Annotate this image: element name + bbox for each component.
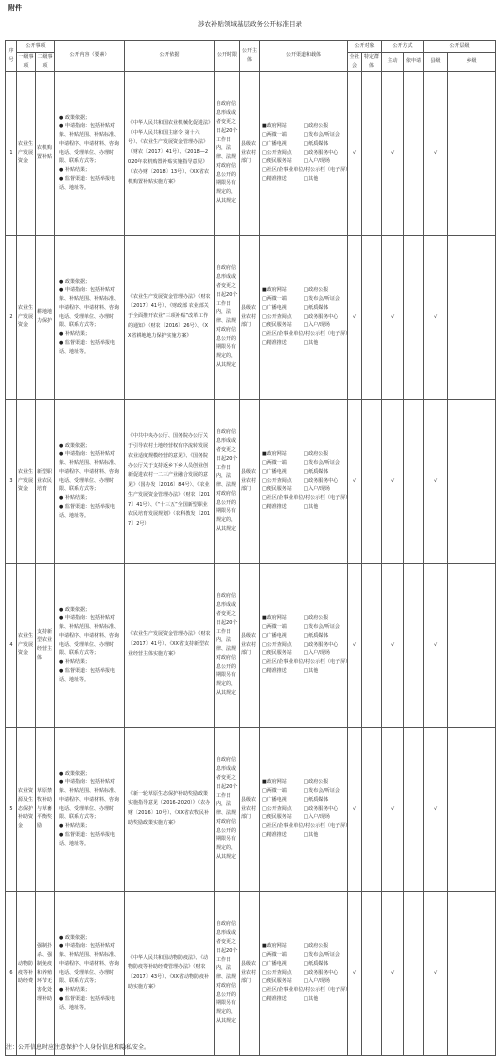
row-no: 1 [6, 71, 17, 235]
channel-option: ■政府网站 [262, 779, 287, 786]
channel-option: □公开查阅点 [262, 805, 292, 812]
channel-option: □入户/现场 [303, 158, 330, 165]
row-target-specific [362, 71, 382, 235]
channel-option: □两微一端 [262, 952, 287, 959]
channel-option: □两微一端 [262, 624, 287, 631]
channel-line [262, 149, 345, 158]
content-line: ● 监督渠道：包括举报电话、地址等。 [59, 340, 115, 355]
channel-option: □发布会/听证会 [303, 624, 340, 631]
content-line: ● 补贴结果； [59, 987, 90, 994]
channel-line [262, 822, 351, 831]
row-method-active: √ [382, 399, 404, 563]
row-level2: 耕地地力保护 [36, 235, 55, 399]
row-channels [260, 399, 351, 563]
channel-line [262, 494, 351, 503]
channel-option: □广播电视 [262, 960, 287, 967]
row-level2: 草原禁牧补助与草畜平衡奖励 [36, 727, 55, 891]
row-subject: 县级农业农村部门 [240, 235, 260, 399]
channel-option: □社区/企事业单位/村公示栏（电子屏） [262, 987, 351, 994]
row-basis: 《农业生产发展资金管理办法》（财农〔2017〕41号）、《XX省支持新型农业经营主体实施方案》 [125, 563, 215, 727]
channel-line [262, 131, 345, 140]
row-target-specific [362, 563, 382, 727]
row-channels [260, 71, 351, 235]
row-no: 4 [6, 563, 17, 727]
content-line: ● 政策依据； [59, 934, 90, 941]
row-target-all: √ [348, 399, 362, 563]
channel-option: □政府公报 [303, 943, 329, 950]
channel-option: □两微一端 [262, 788, 287, 795]
row-channels [260, 727, 351, 891]
channel-option: □公开查阅点 [262, 641, 292, 648]
header-method-request: 依申请 [404, 53, 424, 72]
channel-option: □政府公报 [303, 615, 329, 622]
row-no: 5 [6, 727, 17, 891]
channel-option: □社区/企事业单位/村公示栏（电子屏） [262, 823, 351, 830]
disclosure-catalog-table [5, 40, 496, 1056]
content-line: ● 监督渠道：包括举报电话、地址等。 [59, 668, 115, 683]
content-line: ● 补贴结果； [59, 659, 90, 666]
content-line: ● 政策依据； [59, 442, 90, 449]
content-line: ● 补贴结果； [59, 167, 90, 174]
header-level-county: 县级 [424, 53, 448, 72]
row-no: 2 [6, 235, 17, 399]
channel-line [262, 330, 351, 339]
content-line: ● 申请指南：包括补贴对象、补贴范围、补贴标准、申请程序、申请材料、咨询电话、受理单位、办理时限、联系方式等； [59, 943, 120, 985]
header-no: 序号 [6, 41, 17, 72]
row-method-request [404, 563, 424, 727]
header-level-town: 乡级 [448, 53, 496, 72]
channel-option: ■政府网站 [262, 123, 287, 130]
channel-option: □便民服务站 [262, 814, 292, 821]
channel-line [262, 977, 345, 986]
content-line: ● 申请指南：包括补贴对象、补贴范围、补贴标准、申请程序、申请材料、咨询电话、受理单位、办理时限、联系方式等； [59, 615, 120, 657]
row-basis: 《农业生产发展资金管理办法》（财农〔2017〕41号）、《财政部 农业部关于全面推开农业“三项补贴”改革工作的通知》（财农〔2016〕26号）、《XX省耕地地力保护实施方案》 [125, 235, 215, 399]
channel-option: □精准推送 [262, 176, 287, 183]
table-row [6, 399, 496, 563]
channel-line [262, 649, 345, 658]
channel-option: □广播电视 [262, 632, 287, 639]
row-time-limit: 自政府信息形成或者变更之日起20个工作日内，法律、法规对政府信息公开的期限另有规定的，从其规定 [215, 563, 240, 727]
row-content [55, 563, 125, 727]
row-level-town [448, 235, 496, 399]
row-level2: 农机购置补贴 [36, 71, 55, 235]
header-target-specific: 特定群体 [362, 53, 382, 72]
row-method-request [404, 727, 424, 891]
channel-option: □便民服务站 [262, 486, 292, 493]
row-target-all: √ [348, 235, 362, 399]
document-title: 涉农补贴领域基层政务公开标准目录 [198, 20, 302, 28]
channel-option: □便民服务站 [262, 322, 292, 329]
channel-option: □发布会/听证会 [303, 132, 340, 139]
row-level1: 农业生产发展资金 [17, 71, 36, 235]
channel-option: □社区/企事业单位/村公示栏（电子屏） [262, 331, 351, 338]
row-time-limit: 自政府信息形成或者变更之日起20个工作日内，法律、法规对政府信息公开的期限另有规定的，从其规定 [215, 727, 240, 891]
row-level1: 农业生产发展资金 [17, 563, 36, 727]
row-time-limit: 自政府信息形成或者变更之日起20个工作日内，法律、法规对政府信息公开的期限另有规定的，从其规定 [215, 399, 240, 563]
channel-line [262, 321, 345, 330]
channel-option: ■政府网站 [262, 287, 287, 294]
channel-option: □其他 [303, 504, 319, 511]
header-content: 公开内容（要素） [55, 41, 125, 72]
content-line: ● 申请指南：包括补贴对象、补贴范围、补贴标准、申请程序、申请材料、咨询电话、受理单位、办理时限、联系方式等； [59, 123, 120, 165]
channel-option: □纸质媒体 [303, 796, 329, 803]
content-line: ● 政策依据； [59, 606, 90, 613]
channel-line [262, 986, 351, 995]
row-level2: 支持新型农业经营主体 [36, 563, 55, 727]
channel-line [262, 175, 345, 184]
channel-line [262, 459, 345, 468]
channel-option: □入户/现场 [303, 978, 330, 985]
row-level-town [448, 727, 496, 891]
row-content [55, 71, 125, 235]
content-line: ● 政策依据； [59, 278, 90, 285]
channel-option: □政府公报 [303, 779, 329, 786]
header-subject: 公开主体 [240, 41, 260, 72]
row-channels [260, 891, 351, 1055]
row-no: 6 [6, 891, 17, 1055]
channel-line [262, 632, 345, 641]
channel-option: □发布会/听证会 [303, 296, 340, 303]
header-method-active: 主动 [382, 53, 404, 72]
row-level1: 农业生产发展资金 [17, 235, 36, 399]
channel-option: □便民服务站 [262, 978, 292, 985]
channel-option: □精准推送 [262, 668, 287, 675]
content-line: ● 政策依据； [59, 114, 90, 121]
channel-option: ■政府网站 [262, 943, 287, 950]
channel-option: □公开查阅点 [262, 477, 292, 484]
content-line: ● 申请指南：包括补贴对象、补贴范围、补贴标准、申请程序、申请材料、咨询电话、受理单位、办理时限、联系方式等； [59, 451, 120, 493]
table-row [6, 563, 496, 727]
footnote: 注：公开信息时应注意保护个人身份信息和隐私安全。 [6, 1044, 151, 1051]
channel-option: □精准推送 [262, 996, 287, 1003]
row-level-county: √ [424, 891, 448, 1055]
row-basis: 《中共中央办公厅、国务院办公厅关于引导农村土地经营权有序流转发展农业适度规模经营的意见》、《国务院办公厅关于支持返乡下乡人员创业创新促进农村一二三产业融合发展的意见》（国办发〔2016〕84号）、《农业生产发展资金管理办法》（财农〔2017〕41号）、《“十三五”全国新型职业农民培育发展规划》（农科教发〔2017〕2号） [125, 399, 215, 563]
row-method-active: √ [382, 71, 404, 235]
content-line: ● 补贴结果； [59, 331, 90, 338]
channel-option: □两微一端 [262, 132, 287, 139]
channel-option: □公开查阅点 [262, 969, 292, 976]
content-line: ● 监督渠道：包括举报电话、地址等。 [59, 176, 115, 191]
channel-option: □纸质媒体 [303, 468, 329, 475]
row-target-specific [362, 399, 382, 563]
channel-line [262, 503, 345, 512]
row-basis: 《中华人民共和国动物防疫法》、《动物防疫等补助经费管理办法》（财农〔2017〕43号）、《XX省动物防疫补助实施方案》 [125, 891, 215, 1055]
channel-option: □入户/现场 [303, 322, 330, 329]
row-target-all: √ [348, 891, 362, 1055]
channel-line [262, 641, 345, 650]
row-subject: 县级农业农村部门 [240, 891, 260, 1055]
channel-option: □两微一端 [262, 460, 287, 467]
channel-option: □政府公报 [303, 287, 329, 294]
row-method-active: √ [382, 891, 404, 1055]
header-time-limit: 公开时限 [215, 41, 240, 72]
attachment-label: 附件 [8, 4, 22, 12]
channel-line [262, 450, 345, 459]
channel-option: □公开查阅点 [262, 149, 292, 156]
channel-option: □政府公报 [303, 451, 329, 458]
content-line: ● 申请指南：包括补贴对象、补贴范围、补贴标准、申请程序、申请材料、咨询电话、受理单位、办理时限、联系方式等； [59, 287, 120, 329]
channel-line [262, 667, 345, 676]
channel-option: ■政府网站 [262, 615, 287, 622]
channel-option: □发布会/听证会 [303, 788, 340, 795]
header-level: 公开层级 [424, 41, 496, 53]
row-level-county: √ [424, 563, 448, 727]
channel-line [262, 787, 345, 796]
row-target-specific [362, 727, 382, 891]
header-target: 公开对象 [348, 41, 382, 53]
content-line: ● 补贴结果； [59, 823, 90, 830]
channel-option: □便民服务站 [262, 158, 292, 165]
channel-line [262, 969, 345, 978]
channel-option: □纸质媒体 [303, 632, 329, 639]
row-level-town [448, 399, 496, 563]
row-time-limit: 自政府信息形成或者变更之日起20个工作日内，法律、法规对政府信息公开的期限另有规定的，从其规定 [215, 891, 240, 1055]
channel-line [262, 813, 345, 822]
row-content [55, 399, 125, 563]
channel-option: □入户/现场 [303, 486, 330, 493]
table-row [6, 727, 496, 891]
channel-option: □其他 [303, 832, 319, 839]
channel-option: □政府公报 [303, 123, 329, 130]
channel-option: □发布会/听证会 [303, 952, 340, 959]
channel-option: □社区/企事业单位/村公示栏（电子屏） [262, 495, 351, 502]
row-no: 3 [6, 399, 17, 563]
row-target-specific [362, 235, 382, 399]
row-subject: 县级农业农村部门 [240, 727, 260, 891]
row-level1: 农业生产发展资金 [17, 399, 36, 563]
row-time-limit: 自政府信息形成或者变更之日起20个工作日内，法律、法规对政府信息公开的期限另有规定的，从其规定 [215, 235, 240, 399]
header-level2: 二级事项 [36, 53, 55, 72]
row-channels [260, 235, 351, 399]
row-content [55, 727, 125, 891]
row-level2: 强制扑杀、强制免疫和养殖环节无害化处理补助 [36, 891, 55, 1055]
table-row [6, 891, 496, 1055]
channel-option: □两微一端 [262, 296, 287, 303]
row-level-county: √ [424, 399, 448, 563]
row-target-specific [362, 891, 382, 1055]
channel-option: □政务服务中心 [303, 969, 339, 976]
row-level-town [448, 563, 496, 727]
channel-line [262, 485, 345, 494]
table-row [6, 235, 496, 399]
channel-option: ■政府网站 [262, 451, 287, 458]
row-target-all: √ [348, 563, 362, 727]
channel-option: □纸质媒体 [303, 304, 329, 311]
row-level-county: √ [424, 235, 448, 399]
channel-line [262, 623, 345, 632]
channel-option: □精准推送 [262, 340, 287, 347]
channel-line [262, 951, 345, 960]
row-method-active: √ [382, 563, 404, 727]
channel-line [262, 831, 345, 840]
row-level1: 动物防疫等补助经费 [17, 891, 36, 1055]
channel-line [262, 995, 345, 1004]
header-channels: 公开渠道和载体 [260, 41, 348, 72]
channel-option: □广播电视 [262, 468, 287, 475]
channel-option: □入户/现场 [303, 650, 330, 657]
channel-line [262, 313, 345, 322]
channel-option: □公开查阅点 [262, 313, 292, 320]
channel-option: □发布会/听证会 [303, 460, 340, 467]
row-content [55, 235, 125, 399]
channel-line [262, 658, 351, 667]
row-subject: 县级农业农村部门 [240, 71, 260, 235]
row-method-request [404, 891, 424, 1055]
content-line: ● 监督渠道：包括举报电话、地址等。 [59, 832, 115, 847]
channel-option: □社区/企事业单位/村公示栏（电子屏） [262, 167, 351, 174]
row-channels [260, 563, 351, 727]
row-method-active: √ [382, 727, 404, 891]
row-target-all: √ [348, 71, 362, 235]
channel-line [262, 140, 345, 149]
channel-option: □其他 [303, 340, 319, 347]
content-line: ● 申请指南：包括补贴对象、补贴范围、补贴标准、申请程序、申请材料、咨询电话、受理单位、办理时限、联系方式等； [59, 779, 120, 821]
channel-option: □广播电视 [262, 140, 287, 147]
channel-line [262, 166, 351, 175]
channel-line [262, 468, 345, 477]
row-level-county: √ [424, 727, 448, 891]
channel-option: □便民服务站 [262, 650, 292, 657]
table-row [6, 71, 496, 235]
row-level1: 农业资源及生态保护补助资金 [17, 727, 36, 891]
channel-option: □政务服务中心 [303, 641, 339, 648]
row-level-county: √ [424, 71, 448, 235]
header-matter: 公开事项 [17, 41, 55, 53]
row-level-town [448, 891, 496, 1055]
channel-line [262, 122, 345, 131]
channel-line [262, 960, 345, 969]
header-level1: 一级事项 [17, 53, 36, 72]
channel-option: □政务服务中心 [303, 477, 339, 484]
content-line: ● 监督渠道：包括举报电话、地址等。 [59, 996, 115, 1011]
channel-option: □社区/企事业单位/村公示栏（电子屏） [262, 659, 351, 666]
row-basis: 《新一轮草原生态保护补助奖励政策实施指导意见（2016-2020）》（农办财〔2016〕10号）、《XX省农牧民补助奖励政策实施方案》 [125, 727, 215, 891]
channel-option: □纸质媒体 [303, 960, 329, 967]
row-method-request [404, 71, 424, 235]
row-level-town [448, 71, 496, 235]
channel-option: □入户/现场 [303, 814, 330, 821]
channel-option: □广播电视 [262, 304, 287, 311]
channel-line [262, 942, 345, 951]
channel-line [262, 286, 345, 295]
row-level2: 新型职业农民培育 [36, 399, 55, 563]
channel-option: □其他 [303, 176, 319, 183]
channel-option: □纸质媒体 [303, 140, 329, 147]
channel-line [262, 614, 345, 623]
row-method-active: √ [382, 235, 404, 399]
content-line: ● 监督渠道：包括举报电话、地址等。 [59, 504, 115, 519]
header-target-all: 全社会 [348, 53, 362, 72]
row-method-request [404, 235, 424, 399]
row-basis: 《中华人民共和国农业机械化促进法》（中华人民共和国主席令 第十六号）、《农业生产发展资金管理办法》（财农〔2017〕41号）、《2018—2020年农机购置补贴实施指导意见》（农办财〔2018〕13号）、《XX省农机购置补贴实施方案》 [125, 71, 215, 235]
channel-line [262, 796, 345, 805]
row-content [55, 891, 125, 1055]
channel-option: □政务服务中心 [303, 313, 339, 320]
channel-option: □精准推送 [262, 504, 287, 511]
channel-line [262, 805, 345, 814]
channel-option: □其他 [303, 668, 319, 675]
header-method: 公开方式 [382, 41, 424, 53]
row-target-all: √ [348, 727, 362, 891]
channel-option: □政务服务中心 [303, 149, 339, 156]
channel-line [262, 304, 345, 313]
channel-line [262, 295, 345, 304]
row-time-limit: 自政府信息形成或者变更之日起20个工作日内，法律、法规对政府信息公开的期限另有规定的，从其规定 [215, 71, 240, 235]
row-subject: 县级农业农村部门 [240, 399, 260, 563]
channel-option: □其他 [303, 996, 319, 1003]
row-method-request [404, 399, 424, 563]
channel-option: □广播电视 [262, 796, 287, 803]
channel-line [262, 477, 345, 486]
channel-option: □政务服务中心 [303, 805, 339, 812]
content-line: ● 政策依据； [59, 770, 90, 777]
channel-line [262, 339, 345, 348]
row-subject: 县级农业农村部门 [240, 563, 260, 727]
channel-line [262, 157, 345, 166]
header-basis: 公开依据 [125, 41, 215, 72]
content-line: ● 补贴结果； [59, 495, 90, 502]
channel-option: □精准推送 [262, 832, 287, 839]
channel-line [262, 778, 345, 787]
